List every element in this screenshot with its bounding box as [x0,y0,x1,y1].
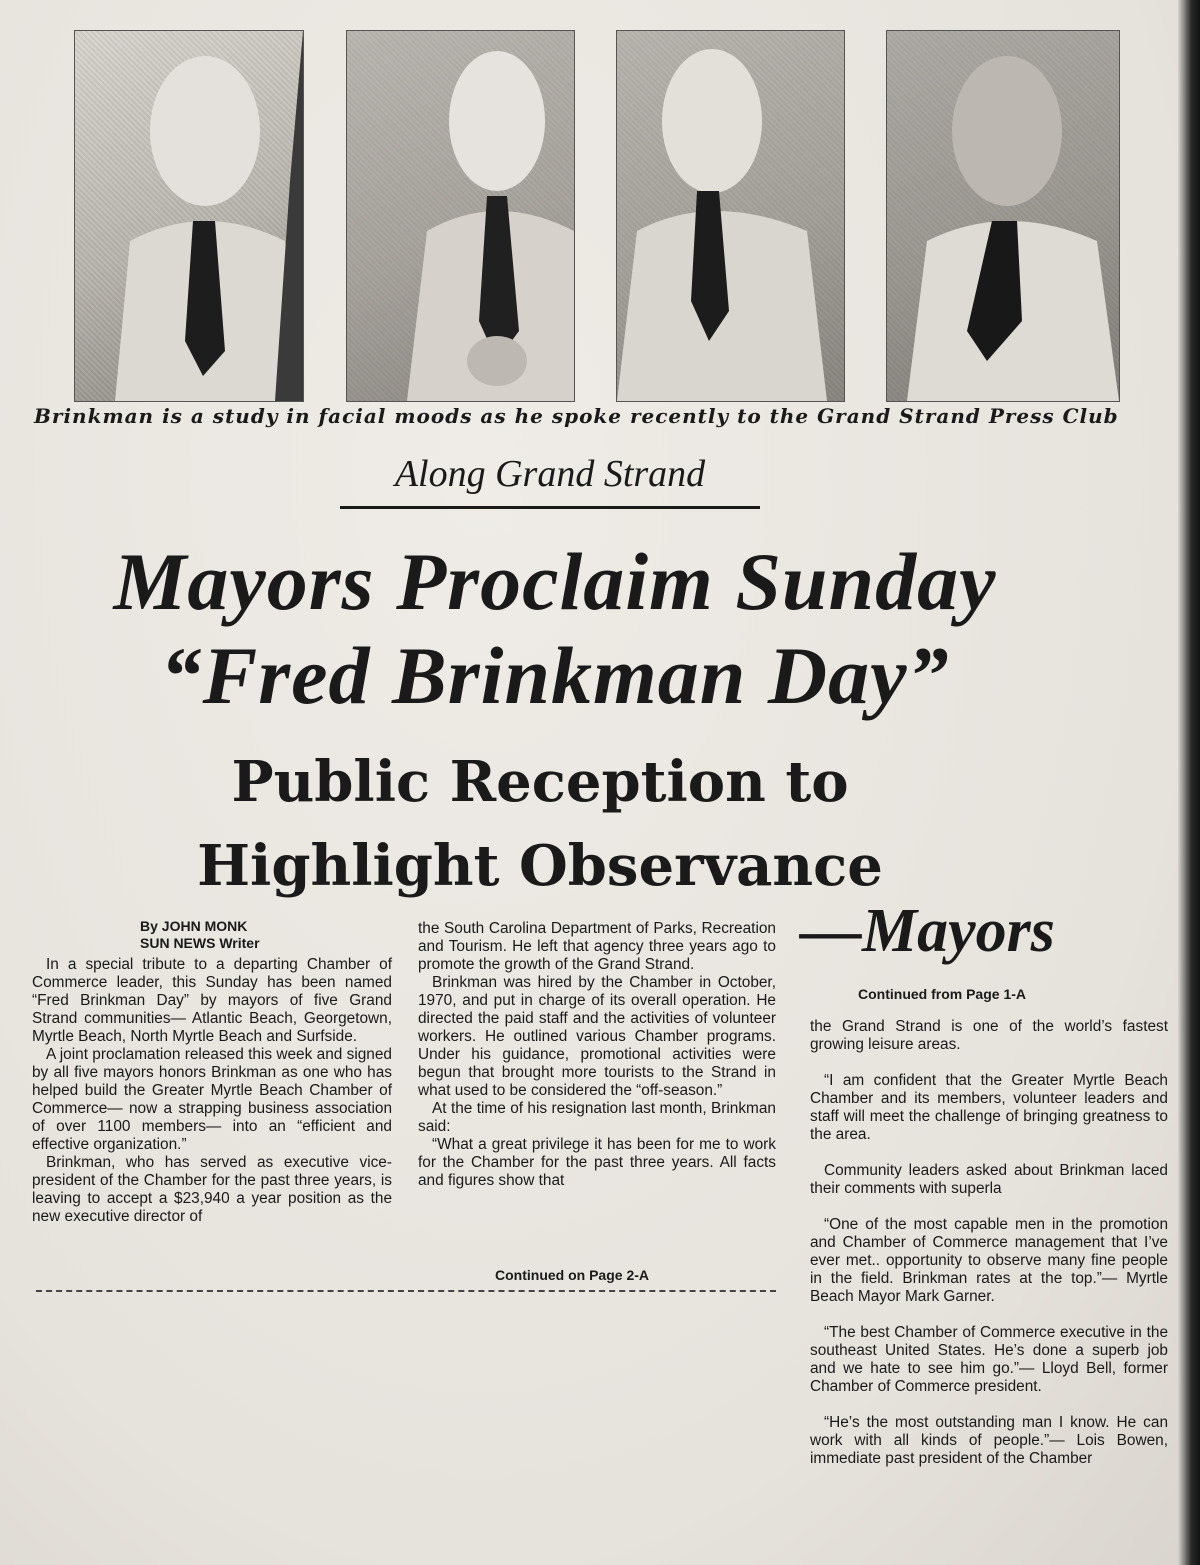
photo-caption: Brinkman is a study in facial moods as he spoke recently to the Grand Strand Press Club [34,404,1119,428]
photo-brinkman-1 [74,30,304,402]
paragraph: “One of the most capable men in the promotion and Chamber of Commerce management that I’ve ever met.. opportunity to observe many fine people in the field. Brinkman rates at the top.”— Myrtle Beach Mayor Mark Garner. [810,1216,1168,1305]
kicker-headline: Along Grand Strand [340,452,760,509]
paragraph: the South Carolina Department of Parks, Recreation and Tourism. He left that agency three years ago to promote the growth of the Grand Strand. [418,920,776,973]
continued-from-note: Continued from Page 1-A [858,986,1027,1002]
main-headline [0,535,1110,724]
paragraph: “The best Chamber of Commerce executive in the southeast United States. He’s done a superb job and we hate to see him go.”— Lloyd Bell, former Chamber of Commerce president. [810,1324,1168,1395]
byline-role: SUN NEWS Writer [140,935,260,951]
jump-headline: —Mayors [800,897,1055,965]
deck-headline [0,740,1080,908]
column-rule [36,1290,776,1292]
article-column-3 [810,1018,1168,1486]
deck-line-1: Public Reception to [231,749,849,815]
continued-on-note: Continued on Page 2-A [495,1267,649,1283]
photo-brinkman-2 [346,30,575,402]
deck-line-2: Highlight Observance [197,833,883,899]
paragraph: At the time of his resignation last month, Brinkman said: [418,1100,776,1135]
page-edge-shadow [1178,0,1200,1565]
headline-line-2: “Fred Brinkman Day” [160,630,950,722]
byline-author: By JOHN MONK [140,918,248,934]
paragraph: In a special tribute to a departing Chamber of Commerce leader, this Sunday has been named “Fred Brinkman Day” by mayors of five Grand Strand communities— Atlantic Beach, Georgetown, Myrtle Beach, North Myrtle Beach and Surfside. [32,956,392,1045]
photo-brinkman-4 [886,30,1120,402]
paragraph: “What a great privilege it has been for me to work for the Chamber for the past three years. All facts and figures show that [418,1136,776,1189]
paragraph: “I am confident that the Greater Myrtle Beach Chamber and its members, volunteer leaders and staff will meet the challenge of bringing greatness to the area. [810,1072,1168,1143]
article-column-1 [32,956,392,1226]
paragraph: the Grand Strand is one of the world’s fastest growing leisure areas. [810,1018,1168,1053]
headline-line-1: Mayors Proclaim Sunday [113,536,997,627]
paragraph: A joint proclamation released this week and signed by all five mayors honors Brinkman as one who has helped build the Greater Myrtle Beach Chamber of Commerce— now a strapping business association of over 1100 members— into an “efficient and effective organization.” [32,1046,392,1153]
paragraph: Brinkman, who has served as executive vice-president of the Chamber for the past three years, is leaving to accept a $23,940 a year position as the new executive director of [32,1154,392,1225]
article-column-2 [418,920,776,1190]
paragraph: Community leaders asked about Brinkman laced their comments with superla [810,1162,1168,1197]
photo-brinkman-3 [616,30,845,402]
byline [140,918,340,952]
paragraph: Brinkman was hired by the Chamber in October, 1970, and put in charge of its overall operation. He directed the paid staff and the activities of volunteer workers. He outlined various Chamber programs. Under his guidance, promotional activities were begun that brought more tourists to the Strand in what used to be considered the “off-season.” [418,974,776,1099]
paragraph: “He’s the most outstanding man I know. He can work with all kinds of people.”— Lois Bowen, immediate past president of the Chamber [810,1414,1168,1467]
